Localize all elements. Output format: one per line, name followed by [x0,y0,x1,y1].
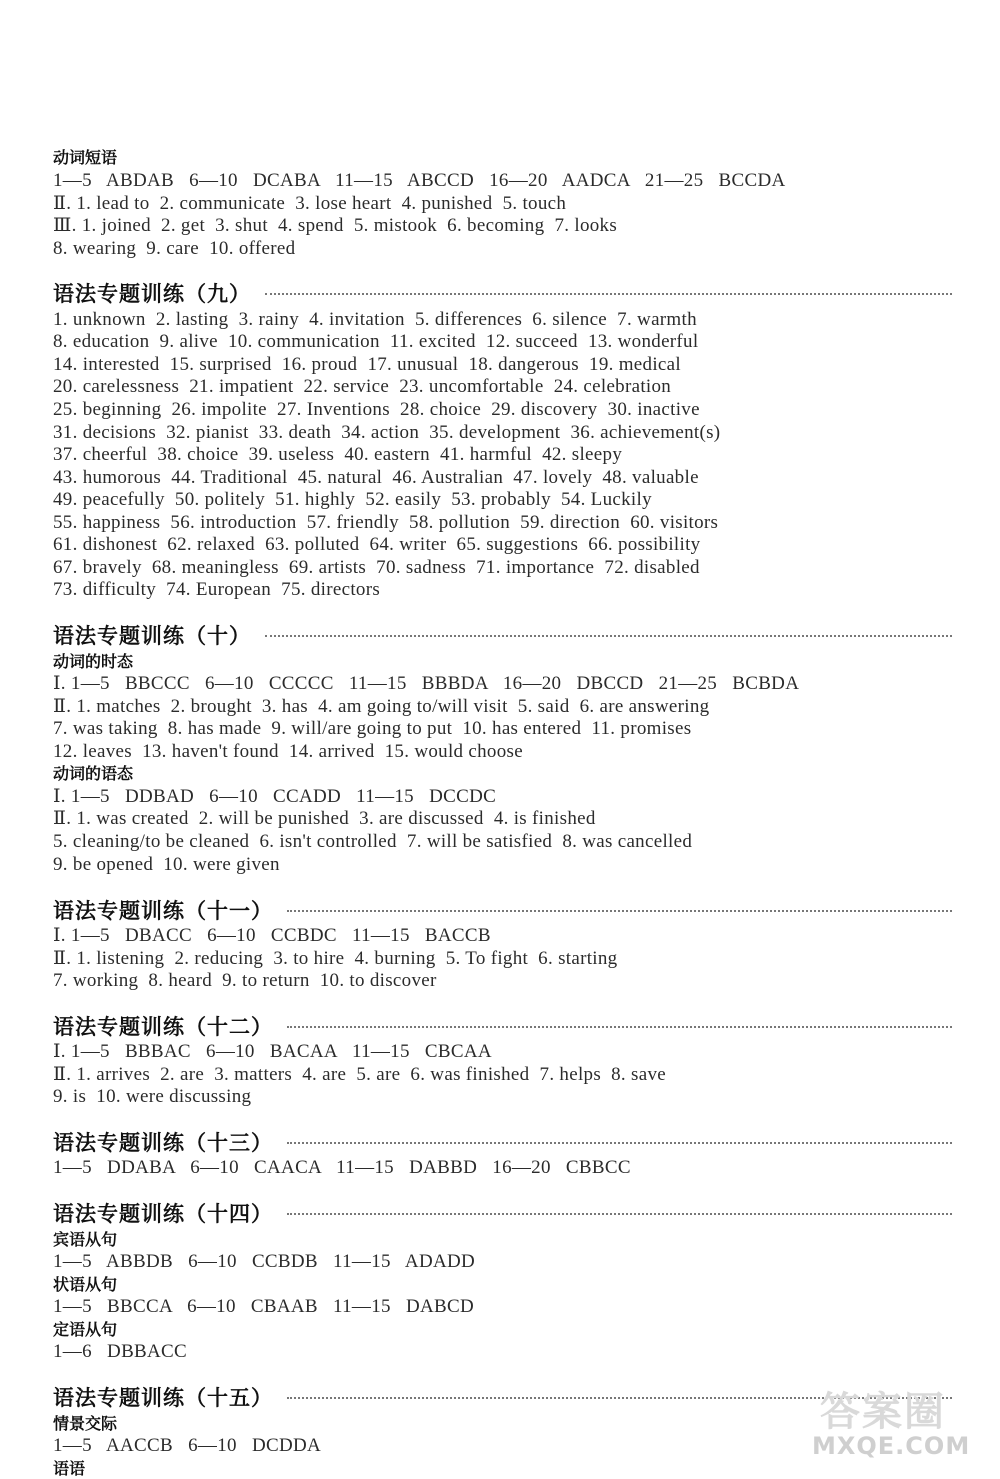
answer-line: 7. working 8. heard 9. to return 10. to discover [53,970,437,991]
watermark-url: MXQE.COM [812,1432,971,1460]
answer-line: 20. carelessness 21. impatient 22. service 23. uncomfortable 24. celebration [53,376,672,397]
answer-line: Ⅱ. 1. arrives 2. are 3. matters 4. are 5. are 6. was finished 7. helps 8. save [53,1064,666,1085]
answer-line: 55. happiness 56. introduction 57. friendly 58. pollution 59. direction 60. visitors [53,512,719,533]
section-heading-11 [53,895,952,925]
answer-line: 7. was taking 8. has made 9. will/are going to put 10. has entered 11. promises [53,718,692,739]
answer-line: 9. is 10. were discussing [53,1086,252,1107]
answer-line: 1—5 DDABA 6—10 CAACA 11—15 DABBD 16—20 CBBCC [53,1157,631,1178]
answer-line: 8. education 9. alive 10. communication 11. excited 12. succeed 13. wonderful [53,331,699,352]
answer-line: Ⅱ. 1. was created 2. will be punished 3. are discussed 4. is finished [53,808,596,829]
answer-line: Ⅰ. 1—5 DBACC 6—10 CCBDC 11—15 BACCB [53,925,491,946]
site-watermark [790,1380,995,1470]
dotted-rule [287,910,952,912]
answer-line: 1. unknown 2. lasting 3. rainy 4. invitation 5. differences 6. silence 7. warmth [53,309,697,330]
answer-line: 37. cheerful 38. choice 39. useless 40. eastern 41. harmful 42. sleepy [53,444,623,465]
section-title: 语法专题训练（十四） [53,1202,273,1226]
subheading-object-clause: 宾语从句 [53,1230,118,1249]
subheading-cutoff: 语语 [53,1459,86,1478]
answer-line: 12. leaves 13. haven't found 14. arrived 15. would choose [53,741,523,762]
subheading-voice: 动词的语态 [53,764,134,783]
answer-line: 1—5 AACCB 6—10 DCDDA [53,1435,322,1456]
answer-line: 43. humorous 44. Traditional 45. natural 46. Australian 47. lovely 48. valuable [53,467,699,488]
answer-line: 14. interested 15. surprised 16. proud 17. unusual 18. dangerous 19. medical [53,354,681,375]
answer-line: Ⅱ. 1. matches 2. brought 3. has 4. am going to/will visit 5. said 6. are answering [53,696,710,717]
subheading-tense: 动词的时态 [53,652,134,671]
section-heading-9 [53,278,952,308]
answer-line: 25. beginning 26. impolite 27. Inventions 28. choice 29. discovery 30. inactive [53,399,700,420]
subheading-adverbial-clause: 状语从句 [53,1275,118,1294]
subheading-verb-phrases: 动词短语 [53,148,118,167]
section-heading-12 [53,1011,952,1041]
answer-line: 1—5 ABDAB 6—10 DCABA 11—15 ABCCD 16—20 AADCA 21—25 BCCDA [53,170,786,191]
answer-line: 8. wearing 9. care 10. offered [53,238,296,259]
answer-line: 1—5 BBCCA 6—10 CBAAB 11—15 DABCD [53,1296,474,1317]
section-title: 语法专题训练（十三） [53,1131,273,1155]
subheading-attributive-clause: 定语从句 [53,1320,118,1339]
dotted-rule [265,293,952,295]
answer-line: 49. peacefully 50. politely 51. highly 52. easily 53. probably 54. Luckily [53,489,652,510]
section-title: 语法专题训练（十） [53,624,251,648]
dotted-rule [287,1142,952,1144]
answer-line: Ⅰ. 1—5 BBCCC 6—10 CCCCC 11—15 BBBDA 16—20 DBCCD 21—25 BCBDA [53,673,800,694]
dotted-rule [287,1026,952,1028]
answer-line: Ⅱ. 1. lead to 2. communicate 3. lose heart 4. punished 5. touch [53,193,567,214]
section-heading-10 [53,620,952,650]
answer-line: Ⅰ. 1—5 DDBAD 6—10 CCADD 11—15 DCCDC [53,786,497,807]
answer-line: 31. decisions 32. pianist 33. death 34. action 35. development 36. achievement(s) [53,422,721,443]
watermark-logo-text: 答案圈 [820,1389,946,1435]
section-heading-13 [53,1127,952,1157]
answer-line: 67. bravely 68. meaningless 69. artists 70. sadness 71. importance 72. disabled [53,557,700,578]
dotted-rule [265,635,952,637]
subheading-situational: 情景交际 [53,1414,118,1433]
answer-line: 5. cleaning/to be cleaned 6. isn't controlled 7. will be satisfied 8. was cancelled [53,831,693,852]
answer-line: 1—6 DBBACC [53,1341,187,1362]
dotted-rule [287,1213,952,1215]
section-title: 语法专题训练（十二） [53,1015,273,1039]
section-title: 语法专题训练（十一） [53,899,273,923]
answer-line: 73. difficulty 74. European 75. directors [53,579,381,600]
section-title: 语法专题训练（十五） [53,1386,273,1410]
section-title: 语法专题训练（九） [53,282,251,306]
answer-line: Ⅲ. 1. joined 2. get 3. shut 4. spend 5. mistook 6. becoming 7. looks [53,215,618,236]
answer-line: 1—5 ABBDB 6—10 CCBDB 11—15 ADADD [53,1251,476,1272]
answer-line: Ⅱ. 1. listening 2. reducing 3. to hire 4. burning 5. To fight 6. starting [53,948,618,969]
section-heading-14 [53,1198,952,1228]
answer-line: 9. be opened 10. were given [53,854,280,875]
answer-line: 61. dishonest 62. relaxed 63. polluted 64. writer 65. suggestions 66. possibility [53,534,701,555]
answer-line: Ⅰ. 1—5 BBBAC 6—10 BACAA 11—15 CBCAA [53,1041,492,1062]
